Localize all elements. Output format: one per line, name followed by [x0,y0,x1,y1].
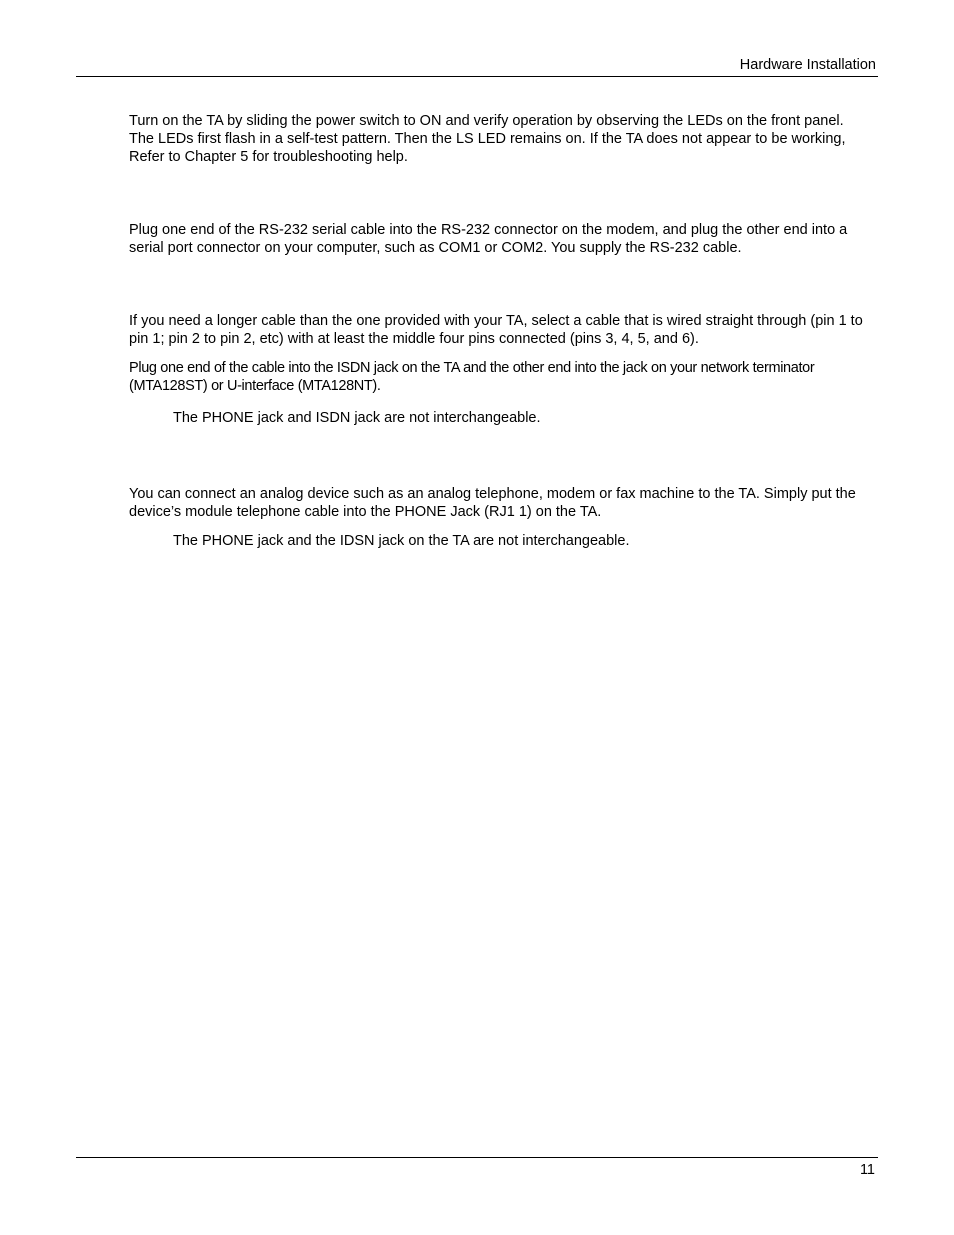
serial-cable-paragraph: Plug one end of the RS-232 serial cable into the RS-232 connector on the modem, and plug the other end into a serial port connector on your computer, such as COM1 or COM2. You supply the RS-232 cable. [129,222,848,256]
longer-cable-paragraph: If you need a longer cable than the one provided with your TA, select a cable that is wired straight through (pin 1 to pin 1; pin 2 to pin 2, etc) with at least the middle four pins connected (pins 3, 4, 5, and 6). [129,313,863,347]
power-on-paragraph: Turn on the TA by sliding the power switch to ON and verify operation by observing the LEDs on the front panel. The LEDs first flash in a self-test pattern. Then the LS LED remains on. If the TA does not appear to be working, Refer to Chapter 5 for troubleshooting help. [129,113,846,165]
header-rule [76,76,878,77]
analog-device-paragraph: You can connect an analog device such as an analog telephone, modem or fax machine to the TA. Simply put the device’s module telephone cable into the PHONE Jack (RJ1 1) on the TA. [129,486,856,520]
running-header: Hardware Installation [739,57,876,73]
isdn-jack-paragraph: Plug one end of the cable into the ISDN jack on the TA and the other end into the jack on your network terminator (MTA128ST) or U-interface (MTA128NT). [129,360,815,394]
isdn-note: The PHONE jack and ISDN jack are not interchangeable. [173,410,541,426]
page-number: 11 [859,1162,875,1178]
footer-rule [76,1157,878,1158]
phone-note: The PHONE jack and the IDSN jack on the TA are not interchangeable. [173,533,630,549]
